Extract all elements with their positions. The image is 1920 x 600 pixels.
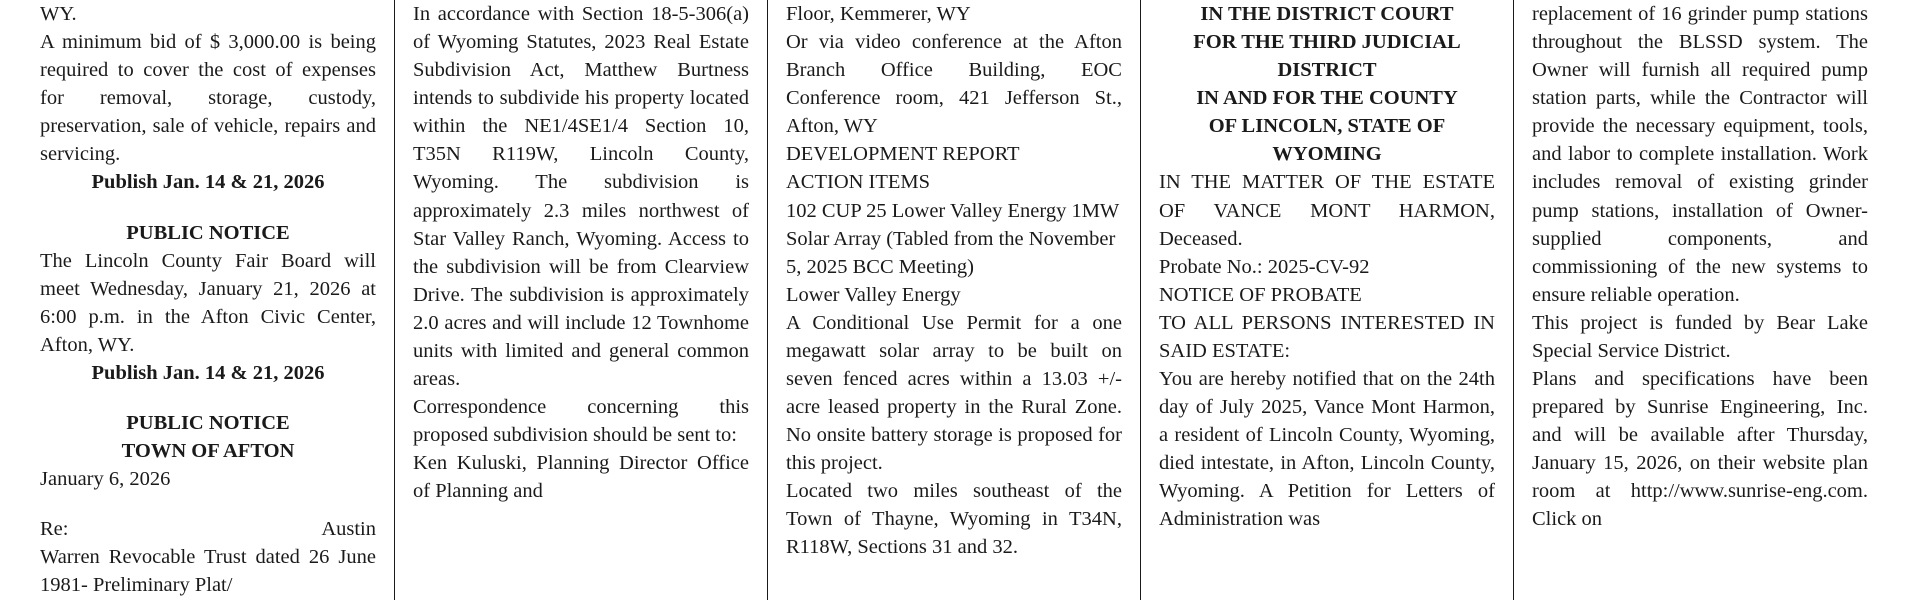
publish-line: Publish Jan. 14 & 21, 2026 (91, 361, 325, 384)
notice-text: DEVELOPMENT REPORT (786, 143, 1020, 166)
court-heading-line: IN THE DISTRICT COURT (1200, 3, 1454, 25)
notice-text: WY. (40, 3, 77, 25)
notices-column-3 (768, 0, 1140, 600)
notice-text: You are hereby notified that on the 24th day of July 2025, Vance Mont Harmon, a resident of Lincoln County, Wyoming, died intestate, in Afton, Lincoln County, Wyoming. A Petition for Letters of Administration was (1159, 368, 1495, 531)
notices-column-5 (1514, 0, 1886, 600)
notice-title: NOTICE OF PROBATE (1159, 283, 1362, 306)
court-heading-line: WYOMING (1272, 143, 1382, 166)
notice-text: A Conditional Use Permit for a one megawatt solar array to be built on seven fenced acres within a 13.03 +/- acre leased property in the Rural Zone. No onsite battery storage is proposed for this project. (786, 311, 1122, 475)
notice-text: A minimum bid of $ 3,000.00 is being required to cover the cost of expenses for removal, storage, custody, preservation, sale of vehicle, repairs and servicing. (40, 31, 376, 166)
notice-subheading: TOWN OF AFTON (121, 440, 295, 463)
notice-date: January 6, 2026 (40, 468, 171, 491)
notice-text: Located two miles southeast of the Town of Thayne, Wyoming in T34N, R118W, Sections 31 and 32. (786, 480, 1122, 559)
block-spacer (40, 387, 376, 409)
notice-text: Warren Revocable Trust dated 26 June 1981- Preliminary Plat/ (40, 546, 376, 597)
notice-text: Lower Valley Energy (786, 283, 961, 306)
re-label: Re: (40, 518, 69, 541)
notice-heading: PUBLIC NOTICE (126, 221, 290, 244)
notice-text: Ken Kuluski, Planning Director Office of Planning and (413, 452, 749, 503)
notice-text: TO ALL PERSONS INTERESTED IN SAID ESTATE: (1159, 311, 1495, 362)
notice-text: Correspondence concerning this proposed subdivision should be sent to: (413, 396, 749, 447)
notice-text: This project is funded by Bear Lake Special Service District. (1532, 311, 1868, 362)
notices-column-2 (395, 0, 767, 600)
notice-text: replacement of 16 grinder pump stations throughout the BLSSD system. The Owner will furnish all required pump station parts, while the Contractor will provide the necessary equipment, tools, and labor to complete installation. Work includes removal of existing grinder pump stations, installation of Owner-supplied components, and commissioning of the new systems to ensure reliable operation. (1532, 3, 1868, 306)
notice-text: IN THE MATTER OF THE ESTATE OF VANCE MONT HARMON, Deceased. (1159, 171, 1495, 250)
block-spacer (40, 197, 376, 219)
notices-column-4 (1141, 0, 1513, 600)
court-heading-line: IN AND FOR THE COUNTY (1196, 87, 1458, 110)
notice-text: The Lincoln County Fair Board will meet Wednesday, January 21, 2026 at 6:00 p.m. in the Afton Civic Center, Afton, WY. (40, 249, 376, 356)
court-heading-line: DISTRICT (1277, 59, 1377, 82)
court-heading-line: FOR THE THIRD JUDICIAL (1193, 31, 1461, 54)
re-value: Austin (321, 518, 376, 541)
notice-text: Plans and specifications have been prepared by Sunrise Engineering, Inc. and will be available after Thursday, January 15, 2026, on their website plan room at http://www.sunrise-eng.com. Click on (1532, 368, 1868, 531)
notice-text: In accordance with Section 18-5-306(a) of Wyoming Statutes, 2023 Real Estate Subdivision Act, Matthew Burtness intends to subdivide his property located within the NE1/4SE1/4 Section 10, T35N R119W, Lincoln County, Wyoming. The subdivision is approximately 2.3 miles northwest of Star Valley Ranch, Wyoming. Access to the subdivision will be from Clearview Drive. The subdivision is approximately 2.0 acres and will include 12 Townhome units with limited and general common areas. (413, 3, 749, 391)
re-line (40, 515, 376, 543)
block-spacer (40, 493, 376, 515)
notices-column-1 (22, 0, 394, 600)
probate-number: Probate No.: 2025-CV-92 (1159, 255, 1370, 278)
notice-heading: PUBLIC NOTICE (126, 412, 290, 435)
notice-text: Or via video conference at the Afton Branch Office Building, EOC Conference room, 421 Jefferson St., Afton, WY (786, 31, 1122, 138)
court-heading-line: OF LINCOLN, STATE OF (1208, 115, 1446, 138)
publish-line: Publish Jan. 14 & 21, 2026 (91, 171, 325, 194)
notice-text: ACTION ITEMS (786, 171, 931, 194)
notice-text: Floor, Kemmerer, WY (786, 3, 971, 25)
notice-text: 102 CUP 25 Lower Valley Energy 1MW Solar Array (Tabled from the November 5, 2025 BCC Meeting) (786, 199, 1119, 278)
